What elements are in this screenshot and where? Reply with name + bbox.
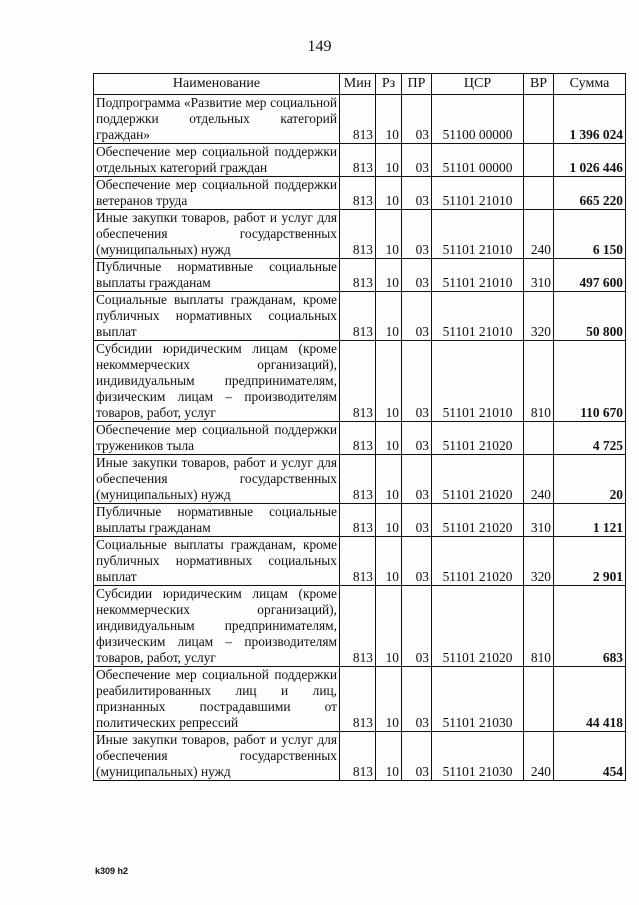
row-sum-cell: 110 670 <box>554 341 626 422</box>
table-row <box>94 144 626 177</box>
row-rz-cell: 10 <box>376 504 402 537</box>
row-name-cell: Обеспечение мер социальной поддержки отдельных категорий граждан <box>94 144 340 177</box>
row-pr-cell: 03 <box>402 537 432 586</box>
row-min-cell: 813 <box>340 177 376 210</box>
column-header-name: Наименование <box>94 74 340 95</box>
row-vr-cell: 810 <box>524 586 554 667</box>
row-csr-cell: 51101 00000 <box>432 144 524 177</box>
row-rz-cell: 10 <box>376 259 402 292</box>
footer-code: k309 h2 <box>95 866 129 876</box>
row-sum-cell: 497 600 <box>554 259 626 292</box>
table-row <box>94 292 626 341</box>
row-rz-cell: 10 <box>376 177 402 210</box>
row-vr-cell: 240 <box>524 732 554 781</box>
row-csr-cell: 51101 21010 <box>432 341 524 422</box>
table-row <box>94 95 626 144</box>
column-header-pr: ПР <box>402 74 432 95</box>
table-header-row <box>94 74 626 95</box>
column-header-vr: ВР <box>524 74 554 95</box>
row-sum-cell: 4 725 <box>554 422 626 455</box>
row-name-cell: Иные закупки товаров, работ и услуг для обеспечения государственных (муниципальных) нужд <box>94 732 340 781</box>
row-pr-cell: 03 <box>402 95 432 144</box>
row-name-cell: Обеспечение мер социальной поддержки ветеранов труда <box>94 177 340 210</box>
row-sum-cell: 454 <box>554 732 626 781</box>
row-csr-cell: 51101 21010 <box>432 259 524 292</box>
table-row <box>94 341 626 422</box>
column-header-sum: Сумма <box>554 74 626 95</box>
table-row <box>94 455 626 504</box>
budget-table <box>93 73 626 781</box>
row-csr-cell: 51100 00000 <box>432 95 524 144</box>
row-vr-cell: 310 <box>524 259 554 292</box>
row-sum-cell: 1 026 446 <box>554 144 626 177</box>
row-pr-cell: 03 <box>402 292 432 341</box>
row-rz-cell: 10 <box>376 144 402 177</box>
row-sum-cell: 2 901 <box>554 537 626 586</box>
row-min-cell: 813 <box>340 292 376 341</box>
row-csr-cell: 51101 21030 <box>432 667 524 732</box>
row-sum-cell: 20 <box>554 455 626 504</box>
row-sum-cell: 683 <box>554 586 626 667</box>
row-pr-cell: 03 <box>402 259 432 292</box>
row-min-cell: 813 <box>340 95 376 144</box>
row-pr-cell: 03 <box>402 341 432 422</box>
row-vr-cell <box>524 667 554 732</box>
row-rz-cell: 10 <box>376 667 402 732</box>
row-name-cell: Социальные выплаты гражданам, кроме публичных нормативных социальных выплат <box>94 292 340 341</box>
row-name-cell: Субсидии юридическим лицам (кроме некоммерческих организаций), индивидуальным предпринимателям, физическим лицам – производителям товаров, работ, услуг <box>94 586 340 667</box>
row-min-cell: 813 <box>340 732 376 781</box>
row-name-cell: Социальные выплаты гражданам, кроме публичных нормативных социальных выплат <box>94 537 340 586</box>
table-row <box>94 586 626 667</box>
row-csr-cell: 51101 21020 <box>432 455 524 504</box>
table-row <box>94 177 626 210</box>
row-pr-cell: 03 <box>402 144 432 177</box>
row-csr-cell: 51101 21020 <box>432 586 524 667</box>
row-rz-cell: 10 <box>376 732 402 781</box>
table-row <box>94 259 626 292</box>
row-pr-cell: 03 <box>402 504 432 537</box>
row-min-cell: 813 <box>340 455 376 504</box>
row-sum-cell: 44 418 <box>554 667 626 732</box>
row-csr-cell: 51101 21020 <box>432 537 524 586</box>
table-row <box>94 504 626 537</box>
row-sum-cell: 50 800 <box>554 292 626 341</box>
row-vr-cell: 240 <box>524 210 554 259</box>
row-pr-cell: 03 <box>402 210 432 259</box>
row-rz-cell: 10 <box>376 455 402 504</box>
row-name-cell: Обеспечение мер социальной поддержки реабилитированных лиц и лиц, признанных пострадавшими от политических репрессий <box>94 667 340 732</box>
row-pr-cell: 03 <box>402 422 432 455</box>
row-vr-cell <box>524 177 554 210</box>
row-min-cell: 813 <box>340 537 376 586</box>
row-vr-cell: 240 <box>524 455 554 504</box>
row-vr-cell <box>524 144 554 177</box>
row-sum-cell: 1 121 <box>554 504 626 537</box>
row-pr-cell: 03 <box>402 732 432 781</box>
row-sum-cell: 6 150 <box>554 210 626 259</box>
row-csr-cell: 51101 21010 <box>432 210 524 259</box>
row-min-cell: 813 <box>340 667 376 732</box>
row-rz-cell: 10 <box>376 95 402 144</box>
table-body <box>94 95 626 781</box>
row-pr-cell: 03 <box>402 455 432 504</box>
row-vr-cell: 310 <box>524 504 554 537</box>
row-csr-cell: 51101 21020 <box>432 504 524 537</box>
page-number: 149 <box>307 38 332 55</box>
table-row <box>94 422 626 455</box>
column-header-rz: Рз <box>376 74 402 95</box>
row-vr-cell: 810 <box>524 341 554 422</box>
row-rz-cell: 10 <box>376 341 402 422</box>
row-min-cell: 813 <box>340 259 376 292</box>
row-name-cell: Публичные нормативные социальные выплаты гражданам <box>94 259 340 292</box>
row-min-cell: 813 <box>340 504 376 537</box>
row-pr-cell: 03 <box>402 177 432 210</box>
row-rz-cell: 10 <box>376 586 402 667</box>
column-header-min: Мин <box>340 74 376 95</box>
row-csr-cell: 51101 21010 <box>432 292 524 341</box>
row-rz-cell: 10 <box>376 422 402 455</box>
row-min-cell: 813 <box>340 210 376 259</box>
row-vr-cell: 320 <box>524 292 554 341</box>
row-name-cell: Иные закупки товаров, работ и услуг для обеспечения государственных (муниципальных) нужд <box>94 455 340 504</box>
row-min-cell: 813 <box>340 586 376 667</box>
row-rz-cell: 10 <box>376 537 402 586</box>
row-csr-cell: 51101 21030 <box>432 732 524 781</box>
row-vr-cell <box>524 95 554 144</box>
row-sum-cell: 665 220 <box>554 177 626 210</box>
row-min-cell: 813 <box>340 422 376 455</box>
row-name-cell: Публичные нормативные социальные выплаты гражданам <box>94 504 340 537</box>
table-row <box>94 537 626 586</box>
column-header-csr: ЦСР <box>432 74 524 95</box>
row-csr-cell: 51101 21020 <box>432 422 524 455</box>
row-name-cell: Подпрограмма «Развитие мер социальной поддержки отдельных категорий граждан» <box>94 95 340 144</box>
table-row <box>94 732 626 781</box>
row-sum-cell: 1 396 024 <box>554 95 626 144</box>
row-rz-cell: 10 <box>376 292 402 341</box>
table-row <box>94 667 626 732</box>
row-csr-cell: 51101 21010 <box>432 177 524 210</box>
table-row <box>94 210 626 259</box>
row-vr-cell: 320 <box>524 537 554 586</box>
row-pr-cell: 03 <box>402 667 432 732</box>
row-name-cell: Обеспечение мер социальной поддержки тружеников тыла <box>94 422 340 455</box>
row-min-cell: 813 <box>340 144 376 177</box>
row-name-cell: Иные закупки товаров, работ и услуг для обеспечения государственных (муниципальных) нужд <box>94 210 340 259</box>
row-vr-cell <box>524 422 554 455</box>
row-name-cell: Субсидии юридическим лицам (кроме некоммерческих организаций), индивидуальным предпринимателям, физическим лицам – производителям товаров, работ, услуг <box>94 341 340 422</box>
row-pr-cell: 03 <box>402 586 432 667</box>
row-min-cell: 813 <box>340 341 376 422</box>
row-rz-cell: 10 <box>376 210 402 259</box>
